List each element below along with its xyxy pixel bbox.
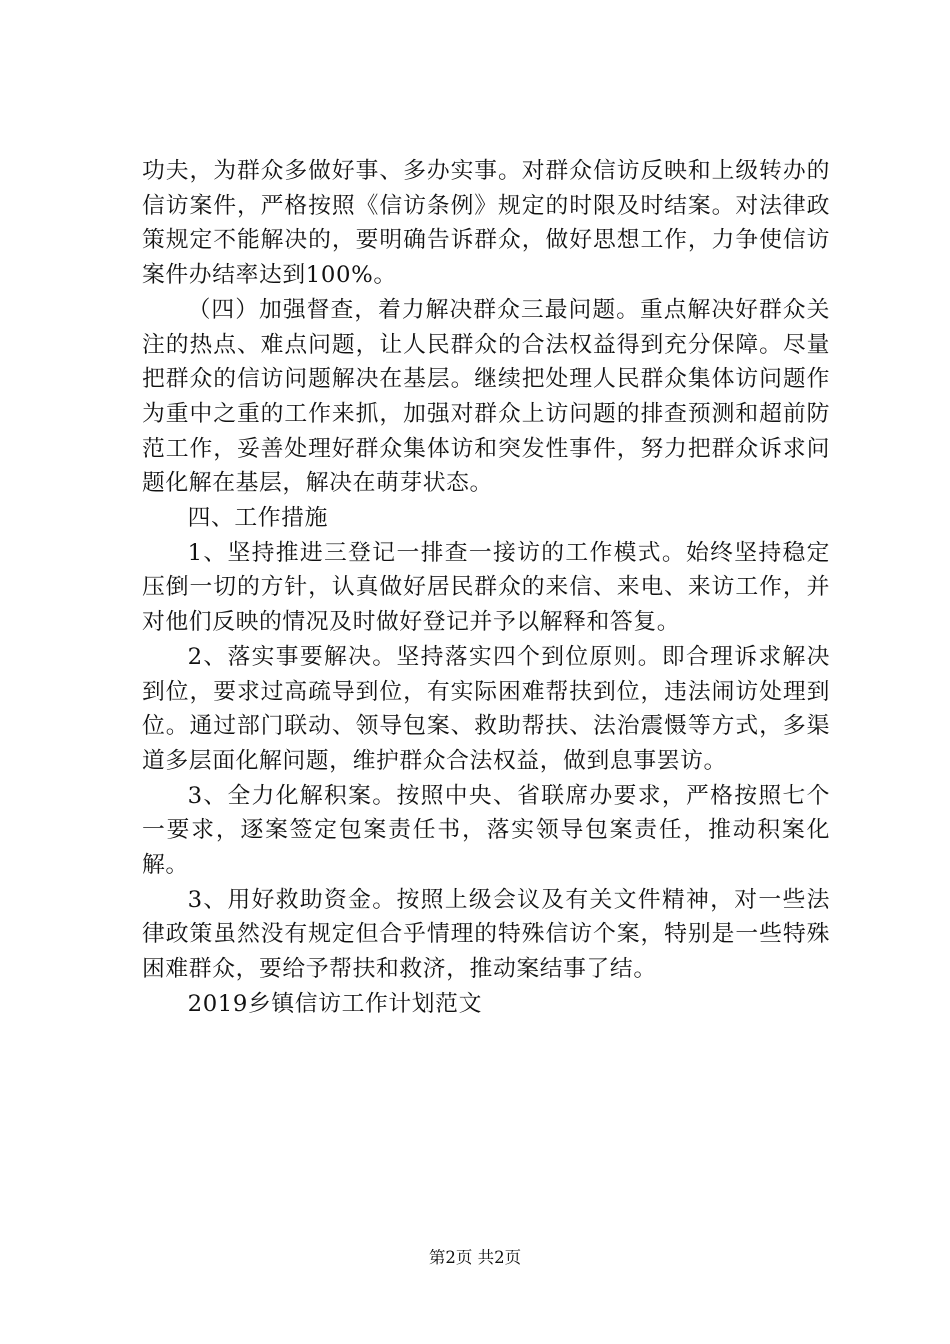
paragraph-measure-2: 2、落实事要解决。坚持落实四个到位原则。即合理诉求解决到位，要求过高疏导到位，有实际困难帮扶到位，违法闹访处理到位。通过部门联动、领导包案、救助帮扶、法治震慑等方式，多渠道多层面化解问题，维护群众合法权益，做到息事罢访。 — [142, 643, 830, 774]
paragraph-title-line: 2019乡镇信访工作计划范文 — [187, 990, 482, 1017]
paragraph-continuation: 功夫，为群众多做好事、多办实事。对群众信访反映和上级转办的信访案件，严格按照《信访条例》规定的时限及时结案。对法律政策规定不能解决的，要明确告诉群众，做好思想工作，力争使信访案件办结率达到100%。 — [142, 158, 830, 289]
paragraph-section-four: （四）加强督查，着力解决群众三最问题。重点解决好群众关注的热点、难点问题，让人民群众的合法权益得到充分保障。尽量把群众的信访问题解决在基层。继续把处理人民群众集体访问题作为重中之重的工作来抓，加强对群众上访问题的排查预测和超前防范工作，妥善处理好群众集体访和突发性事件，努力把群众诉求问题化解在基层，解决在萌芽状态。 — [142, 296, 830, 497]
paragraph-measure-3a: 3、全力化解积案。按照中央、省联席办要求，严格按照七个一要求，逐案签定包案责任书，落实领导包案责任，推动积案化解。 — [142, 782, 830, 879]
paragraph-measure-1: 1、坚持推进三登记一排查一接访的工作模式。始终坚持稳定压倒一切的方针，认真做好居民群众的来信、来电、来访工作，并对他们反映的情况及时做好登记并予以解释和答复。 — [142, 539, 830, 636]
document-body — [142, 154, 830, 1022]
page-number-footer: 第2页 共2页 — [428, 1248, 522, 1267]
heading-work-measures: 四、工作措施 — [187, 505, 328, 532]
paragraph-measure-3b: 3、用好救助资金。按照上级会议及有关文件精神，对一些法律政策虽然没有规定但合乎情理的特殊信访个案，特别是一些特殊困难群众，要给予帮扶和救济，推动案结事了结。 — [142, 886, 830, 983]
